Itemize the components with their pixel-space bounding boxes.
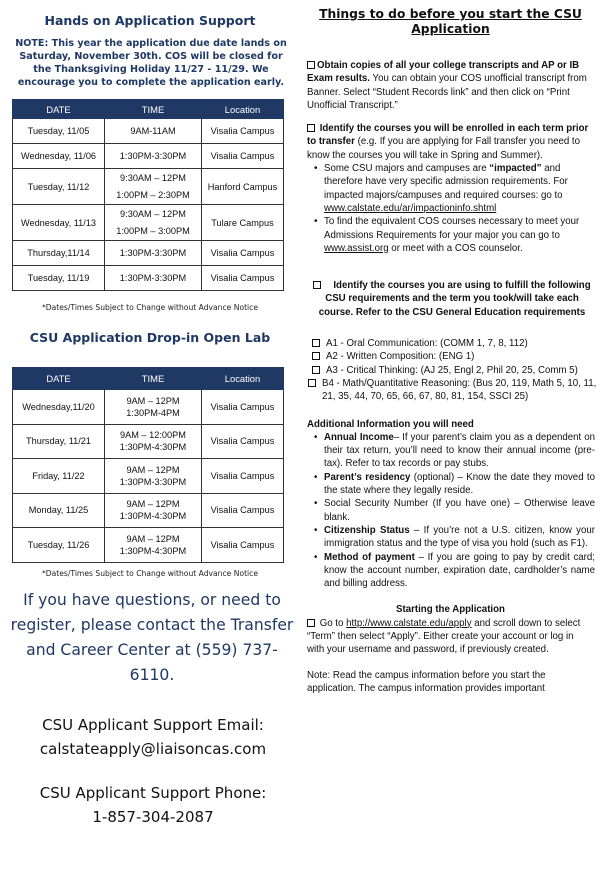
item-bold-text: Identify the courses you are using to fulfill the following CSU requirements and the term you took/will take each course. Refer to the CSU General Education requirements [318,280,591,318]
info-text: – If you are going to pay by credit card; know the account number, expiration date, cardholder’s name and billing address. [324,551,595,590]
assist-link[interactable]: www.assist.org [324,242,389,254]
disclaimer: *Dates/Times Subject to Change without Advance Notice [41,569,259,578]
support-heading: Hands on Application Support [44,13,256,28]
date-cell: Tuesday, 11/12 [13,169,105,205]
time-cell [105,390,202,425]
location-cell: Visalia Campus [202,266,284,291]
bullet-text: To find the equivalent COS courses necessary to meet your Admissions Requirements for your major you can go to [324,216,580,241]
table-row [13,390,284,425]
requirement-text: A2 - Written Composition: (ENG 1) [326,351,475,363]
list-item [324,215,597,255]
disclaimer: *Dates/Times Subject to Change without Advance Notice [41,303,259,312]
location-cell: Visalia Campus [202,390,284,425]
bullet-text: and therefore have very specific admission requirements. For impacted majors/campuses and required courses: go to [324,163,568,201]
checkbox[interactable] [313,281,321,289]
info-bold: Annual Income [324,431,394,443]
time-line: 1:30PM-3:30PM [119,476,187,487]
time-cell [105,205,202,241]
info-text: – If you’re not a U.S. citizen, know your immigration status and the type of visa you hold (such as F1). [324,524,596,550]
info-text: (optional) – Know the date they moved to the state where they legally reside. [324,471,596,497]
date-cell: Friday, 11/22 [13,459,105,494]
campus-info-note: Note: Read the campus information before you start the application. The campus information provides important [307,669,546,694]
location-cell: Visalia Campus [202,493,284,528]
lab-schedule-table [12,367,284,563]
location-cell: Visalia Campus [202,119,284,144]
location-cell: Hanford Campus [202,169,284,205]
time-line: 9AM – 12:00PM [120,430,186,441]
list-item [324,162,597,215]
date-cell: Thursday, 11/21 [13,424,105,459]
list-item [324,471,595,498]
time-cell [105,459,202,494]
time-line: 9:30AM – 12PM [120,173,186,183]
item-bold-text: Identify the courses you will be enrolled in each term prior to transfer [307,123,589,148]
title-line: Application [411,22,490,36]
list-item [324,524,595,551]
requirement-b4 [308,377,603,404]
time-line: 1:30PM-4:30PM [119,442,187,453]
support-schedule-table [12,99,284,291]
right-column [298,0,603,695]
col-time-header: TIME [105,100,202,119]
checkbox[interactable] [307,124,315,132]
checklist-item-requirements [298,279,603,319]
col-location-header: Location [202,368,284,390]
time-cell: 1:30PM-3:30PM [105,144,202,169]
location-cell: Visalia Campus [202,528,284,563]
phone-label: CSU Applicant Support Phone: [39,784,267,802]
date-cell: Wednesday,11/20 [13,390,105,425]
requirement-a3 [312,364,603,377]
location-cell: Visalia Campus [202,424,284,459]
list-item [324,551,595,591]
checklist-item-courses [298,122,603,255]
location-cell: Visalia Campus [202,241,284,266]
col-date-header: DATE [13,368,105,390]
contact-message: If you have questions, or need to register, please contact the Transfer and Career Center at (559) 737-6110. [10,591,294,684]
checkbox[interactable] [312,339,320,347]
email-label: CSU Applicant Support Email: [42,716,264,734]
list-item [324,431,595,471]
support-phone-block [4,781,302,829]
date-cell: Monday, 11/25 [13,493,105,528]
requirement-text: A1 - Oral Communication: (COMM 1, 7, 8, 112) [326,338,528,350]
table-row [13,169,284,205]
date-cell: Tuesday, 11/19 [13,266,105,291]
info-bold: Parent’s residency [324,471,411,483]
additional-info-title: Additional Information you will need [307,418,474,430]
support-email-block [4,713,302,761]
requirement-text: A3 - Critical Thinking: (AJ 25, Engl 2, Phil 20, 25, Comm 5) [326,364,578,376]
location-cell: Tulare Campus [202,205,284,241]
date-cell: Wednesday, 11/13 [13,205,105,241]
time-cell: 1:30PM-3:30PM [105,266,202,291]
time-line: 9AM – 12PM [126,395,180,406]
table-row [13,528,284,563]
date-cell: Tuesday, 11/26 [13,528,105,563]
item-text: You can obtain your COS unofficial transcript from Banner. Select “Student Records link” and then click on “Print Unofficial Transcript.” [307,73,587,111]
checklist-item-transcripts [298,59,603,112]
checklist-item-start [298,617,603,657]
time-line: 1:00PM – 3:00PM [116,226,190,236]
time-cell [105,424,202,459]
bullet-text: or meet with a COS counselor. [388,242,523,254]
bullet-list [307,162,597,255]
title-line: Things to do before you start the CSU [319,7,582,21]
time-cell: 1:30PM-3:30PM [105,241,202,266]
time-line: 9:30AM – 12PM [120,209,186,219]
item-text: (e.g. If you are applying for Fall transfer you need to know the courses you will take in Spring and Summer). [307,136,581,161]
requirement-a2 [312,350,603,363]
table-row [13,144,284,169]
lab-heading: CSU Application Drop-in Open Lab [29,330,271,345]
checkbox[interactable] [307,61,315,69]
time-line: 9AM – 12PM [126,464,180,475]
bullet-bold: “impacted” [489,163,542,175]
time-line: 1:30PM-4:30PM [119,511,187,522]
time-line: 9AM – 12PM [126,499,180,510]
item-bold-text: Obtain copies of all your college transcripts and AP or IB Exam results. [307,60,580,85]
impaction-link[interactable]: www.calstate.edu/ar/impactioninfo.shtml [324,202,497,214]
time-line: 1:30PM-4:30PM [119,545,187,556]
apply-link[interactable]: http://www.calstate.edu/apply [346,617,472,629]
date-cell: Thursday,11/14 [13,241,105,266]
checklist-title [298,7,603,37]
info-bold: Method of payment [324,551,415,563]
checkbox[interactable] [312,366,320,374]
info-text: Social Security Number (If you have one) – Otherwise leave blank. [324,498,595,523]
col-location-header: Location [202,100,284,119]
requirements-list [298,337,603,403]
location-cell: Visalia Campus [202,459,284,494]
starting-title: Starting the Application [396,604,505,616]
start-text: Go to [317,617,347,629]
table-row [13,241,284,266]
table-row [13,119,284,144]
col-time-header: TIME [105,368,202,390]
info-bold: Citizenship Status [324,524,410,536]
requirement-a1 [312,337,603,350]
time-cell: 9AM-11AM [105,119,202,144]
time-line: 1:00PM – 2:30PM [116,190,190,200]
col-date-header: DATE [13,100,105,119]
time-cell [105,493,202,528]
email-address[interactable]: calstateapply@liaisoncas.com [39,740,267,758]
info-text: – If your parent’s claim you as a dependent on their tax return, you’ll need to know their annual income (pre-tax). Refer to tax records or pay stubs. [324,431,596,470]
requirement-text: B4 - Math/Quantitative Reasoning: (Bus 20, 119, Math 5, 10, 11, 21, 35, 44, 70, 65, 66, 67, 80, 81, 154, SSCI 25) [322,377,597,403]
phone-number: 1-857-304-2087 [92,808,214,826]
time-cell [105,169,202,205]
table-row [13,493,284,528]
table-row [13,266,284,291]
date-cell: Wednesday, 11/06 [13,144,105,169]
table-row [13,205,284,241]
due-date-note: NOTE: This year the application due date lands on Saturday, November 30th. COS will be closed for the Thanksgiving Holiday 11/27 - 11/29. We encourage you to complete the application early. [15,38,287,88]
additional-info-list [298,431,603,591]
list-item [324,497,595,524]
table-row [13,459,284,494]
time-line: 9AM – 12PM [126,533,180,544]
bullet-text: Some CSU majors and campuses are [324,163,490,175]
date-cell: Tuesday, 11/05 [13,119,105,144]
checkbox[interactable] [307,619,315,627]
location-cell: Visalia Campus [202,144,284,169]
checkbox[interactable] [312,352,320,360]
time-line: 1:30PM-4PM [126,407,180,418]
table-row [13,424,284,459]
time-cell [105,528,202,563]
start-text: and scroll down to select “Term” then select “Apply”. Either create your account or log in with your username and password, if previously created. [307,617,581,656]
checkbox[interactable] [308,379,316,387]
